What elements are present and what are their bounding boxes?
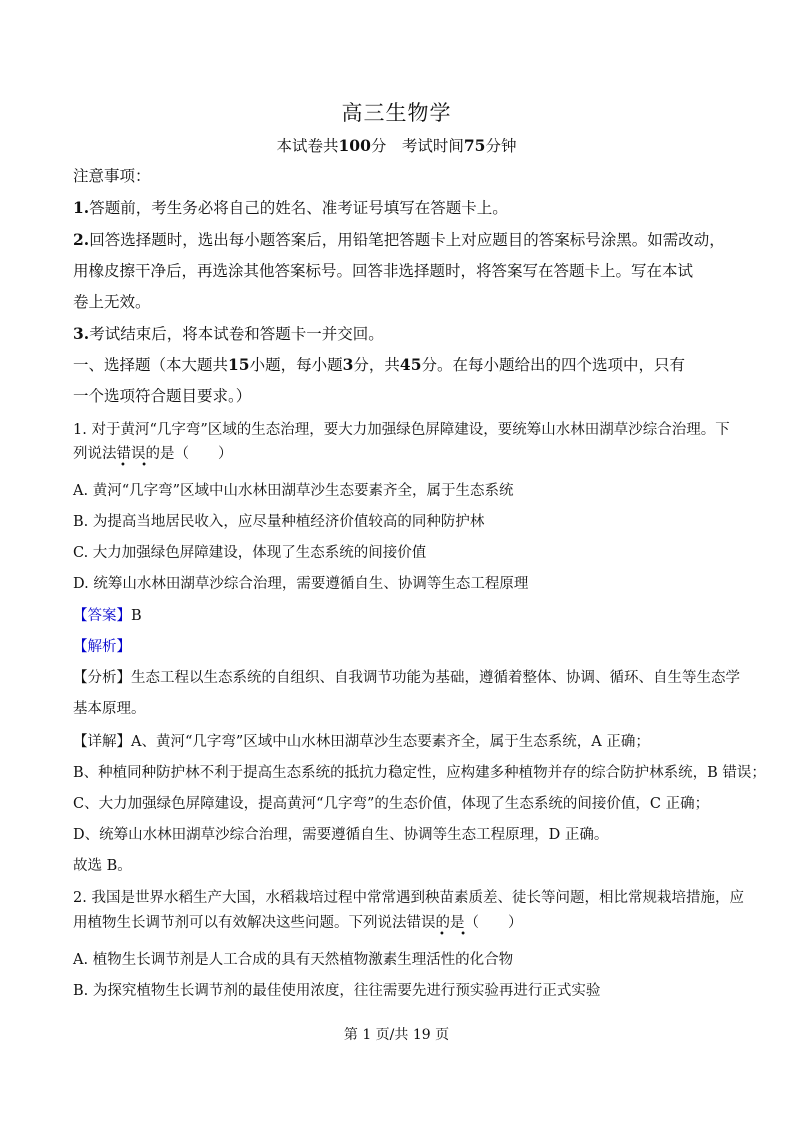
points-each: 3 xyxy=(342,355,354,374)
section-text: 一、选择题（本大题共 xyxy=(73,356,229,374)
exam-info-text: 分 考试时间 xyxy=(370,137,464,155)
notice-item-2-cont: 卷上无效。 xyxy=(73,293,151,311)
analysis-fenxi-cont: 基本原理。 xyxy=(73,701,146,717)
detail-c: C、大力加强绿色屏障建设，提高黄河“几字弯”的生态价值，体现了生态系统的间接价值，C 正确； xyxy=(73,796,710,812)
page-footer: 第 1 页/共 19 页 xyxy=(343,1027,450,1043)
emphasis-dots: • • xyxy=(120,460,153,471)
question-1-option-b: B. 为提高当地居民收入，应尽量种植经济价值较高的同种防护林 xyxy=(73,514,485,530)
question-2-option-a: A. 植物生长调节剂是人工合成的具有天然植物激素生理活性的化合物 xyxy=(73,952,514,968)
question-1-option-c: C. 大力加强绿色屏障建设，体现了生态系统的间接价值 xyxy=(73,545,427,561)
exam-time: 75 xyxy=(463,136,486,155)
notice-number: 3. xyxy=(73,324,90,343)
answer-value: B xyxy=(131,608,142,624)
exam-info-text: 本试卷共 xyxy=(276,137,339,155)
detail-text: A、黄河“几字弯”区域中山水林田湖草沙生态要素齐全，属于生态系统，A 正确； xyxy=(131,734,650,750)
notice-text: 考试结束后，将本试卷和答题卡一并交回。 xyxy=(89,325,384,343)
exam-score: 100 xyxy=(338,136,371,155)
notice-item-2 xyxy=(73,230,733,250)
emphasis-dots: • • xyxy=(439,929,472,940)
notice-item-3 xyxy=(73,324,733,344)
detail-tag: 【详解】 xyxy=(73,734,131,750)
analysis-fenxi xyxy=(73,668,740,688)
answer-tag: 【答案】 xyxy=(73,608,131,624)
points-total: 45 xyxy=(399,355,422,374)
detail-b: B、种植同种防护林不利于提高生态系统的抵抗力稳定性，应构建多种植物并存的综合防护林系统，B 错误； xyxy=(73,765,766,781)
notice-number: 1. xyxy=(73,198,90,217)
notice-number: 2. xyxy=(73,230,90,249)
exam-info xyxy=(0,134,793,156)
notice-item-2-cont: 用橡皮擦干净后，再选涂其他答案标号。回答非选择题时，将答案写在答题卡上。写在本试 xyxy=(73,262,694,280)
question-1-stem: 1. 对于黄河“几字弯”区域的生态治理，要大力加强绿色屏障建设，要统筹山水林田湖草沙综合治理。下 xyxy=(73,422,730,438)
answer-line xyxy=(73,606,733,626)
question-2-option-b: B. 为探究植物生长调节剂的最佳使用浓度，往往需要先进行预实验再进行正式实验 xyxy=(73,983,601,999)
section-heading-cont: 一个选项符合题目要求。） xyxy=(73,387,252,405)
section-text: 小题，每小题 xyxy=(249,356,343,374)
notice-heading: 注意事项： xyxy=(73,167,151,185)
exam-info-text: 分钟 xyxy=(485,137,517,155)
question-2-stem-cont: 用植物生长调节剂可以有效解决这些问题。下列说法错误的是（ ） xyxy=(73,915,523,931)
section-text: 分。在每小题给出的四个选项中，只有 xyxy=(421,356,686,374)
fenxi-text: 生态工程以生态系统的自组织、自我调节功能为基础，遵循着整体、协调、循环、自生等生态学 xyxy=(131,670,740,686)
question-1-option-d: D. 统筹山水林田湖草沙综合治理，需要遵循自生、协调等生态工程原理 xyxy=(73,576,529,592)
notice-item-1 xyxy=(73,198,733,218)
question-count: 15 xyxy=(228,355,250,374)
analysis-tag xyxy=(73,637,733,657)
question-1-stem-cont: 列说法错误的是（ ） xyxy=(73,446,233,462)
fenxi-tag: 【分析】 xyxy=(73,670,131,686)
section-heading xyxy=(73,355,733,375)
analysis-label: 【解析】 xyxy=(73,639,131,655)
notice-text: 回答选择题时，选出每小题答案后，用铅笔把答题卡上对应题目的答案标号涂黑。如需改动， xyxy=(89,231,725,249)
detail-a xyxy=(73,732,733,752)
detail-d: D、统筹山水林田湖草沙综合治理，需要遵循自生、协调等生态工程原理，D 正确。 xyxy=(73,827,609,843)
question-1-option-a: A. 黄河“几字弯”区域中山水林田湖草沙生态要素齐全，属于生态系统 xyxy=(73,483,514,499)
conclusion: 故选 B。 xyxy=(73,858,132,874)
section-text: 分，共 xyxy=(353,356,400,374)
page-title: 高三生物学 xyxy=(341,101,452,125)
question-2-stem: 2. 我国是世界水稻生产大国，水稻栽培过程中常常遇到秧苗素质差、徒长等问题，相比常规栽培措施，应 xyxy=(73,890,744,906)
notice-text: 答题前，考生务必将自己的姓名、准考证号填写在答题卡上。 xyxy=(89,199,508,217)
